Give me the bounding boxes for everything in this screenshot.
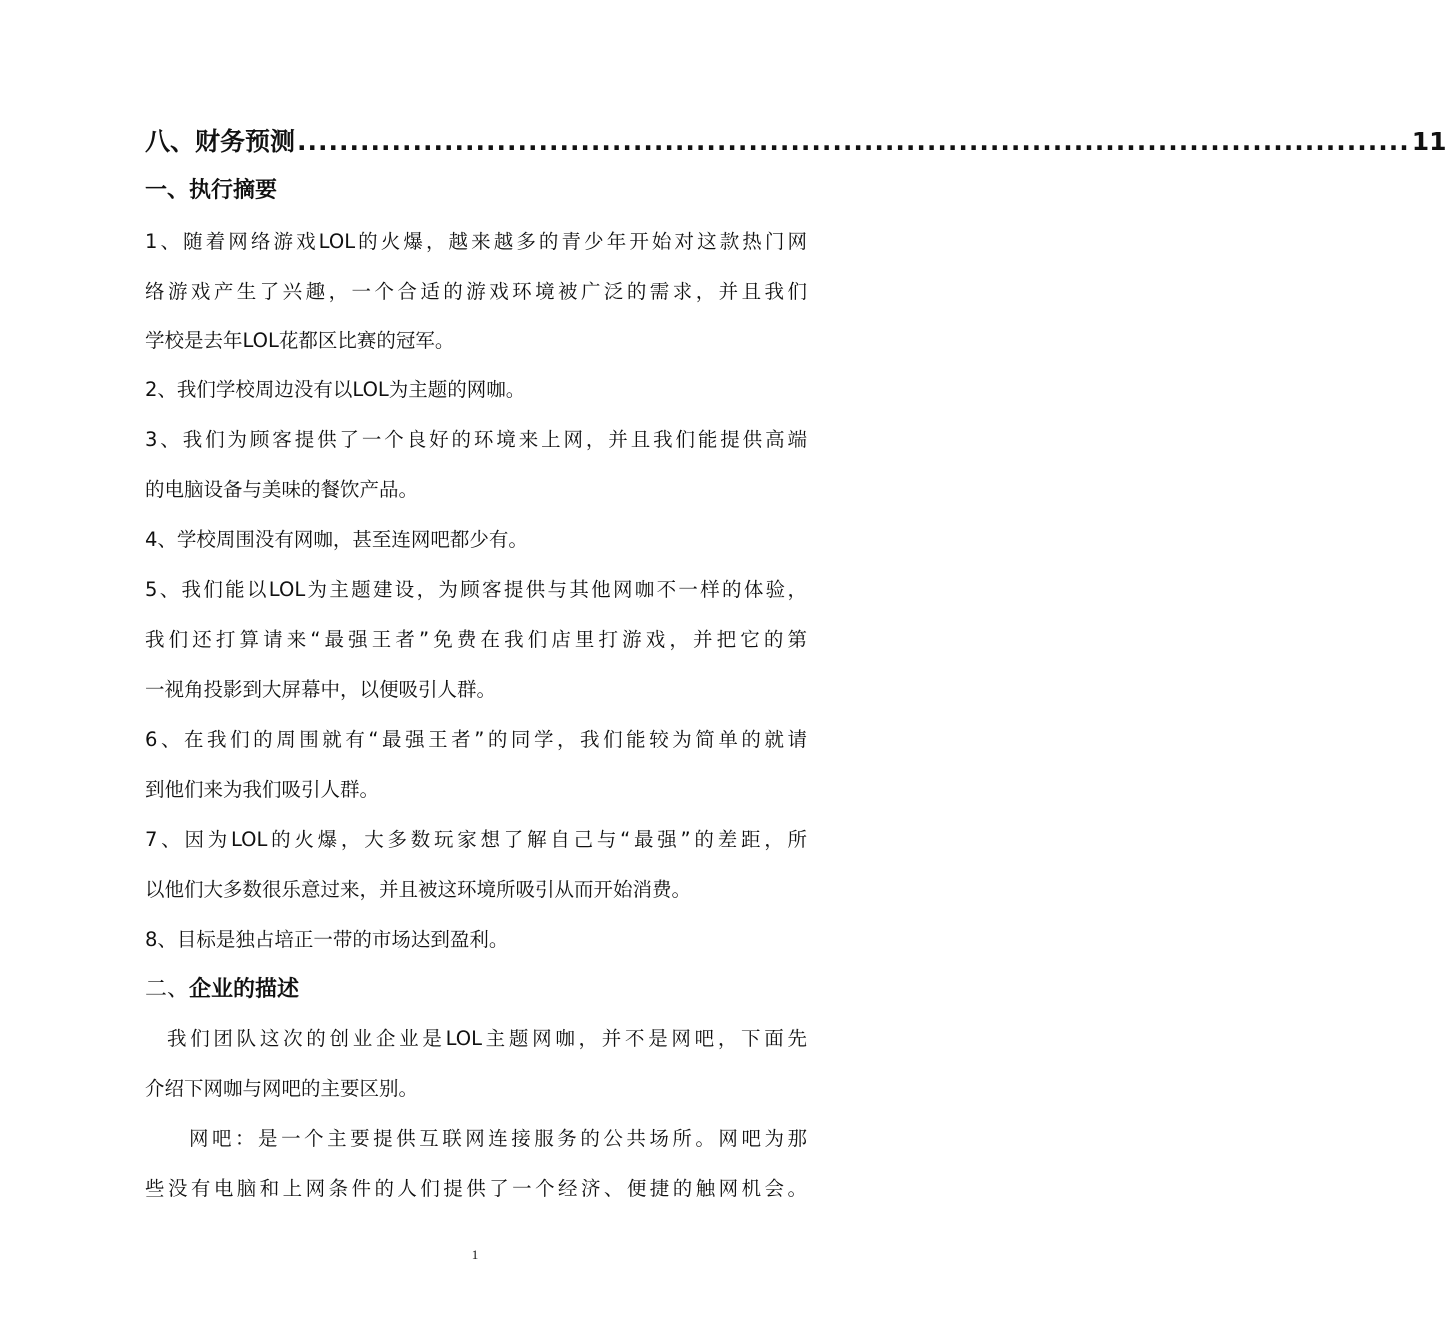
body-line: 的电脑设备与美味的餐饮产品。 (145, 478, 419, 501)
toc-entry[interactable] (145, 125, 1447, 159)
toc-page: 11 (1411, 127, 1447, 156)
body-line: 介绍下网咖与网吧的主要区别。 (145, 1077, 419, 1100)
body-line: 8、目标是独占培正一带的市场达到盈利。 (145, 928, 509, 951)
body-line: 5、我们能以LOL为主题建设，为顾客提供与其他网咖不一样的体验， (145, 578, 807, 601)
toc-leader-dots: .......................................................................................................... (297, 127, 1410, 156)
section-heading (145, 975, 807, 1005)
body-line: 2、我们学校周边没有以LOL为主题的网咖。 (145, 378, 526, 401)
body-line: 6、在我们的周围就有“最强王者”的同学，我们能较为简单的就请 (145, 728, 807, 751)
body-line: 4、学校周围没有网咖，甚至连网吧都少有。 (145, 528, 528, 551)
body-line: 到他们来为我们吸引人群。 (145, 778, 380, 801)
body-line: 一视角投影到大屏幕中，以便吸引人群。 (145, 678, 497, 701)
heading-prefix: 二、 (145, 977, 190, 1002)
toc-label: 八、财务预测 (145, 127, 296, 156)
body-line: 些没有电脑和上网条件的人们提供了一个经济、便捷的触网机会。 (145, 1177, 807, 1200)
page-number: 1 (471, 1247, 479, 1262)
body-line: 网吧：是一个主要提供互联网连接服务的公共场所。网吧为那 (189, 1127, 807, 1150)
body-line: 3、我们为顾客提供了一个良好的环境来上网，并且我们能提供高端 (145, 428, 807, 451)
body-line: 学校是去年LOL花都区比赛的冠军。 (145, 329, 455, 352)
heading-text: 企业的描述 (189, 977, 300, 1002)
body-line: 以他们大多数很乐意过来，并且被这环境所吸引从而开始消费。 (145, 878, 692, 901)
body-line: 7、因为LOL的火爆，大多数玩家想了解自己与“最强”的差距，所 (145, 828, 807, 851)
body-line: 1、随着网络游戏LOL的火爆，越来越多的青少年开始对这款热门网 (145, 230, 807, 253)
body-line: 络游戏产生了兴趣，一个合适的游戏环境被广泛的需求，并且我们 (145, 280, 807, 303)
section-heading: 一、执行摘要 (145, 178, 278, 203)
body-line: 我们还打算请来“最强王者”免费在我们店里打游戏，并把它的第 (145, 628, 807, 651)
body-line: 我们团队这次的创业企业是LOL主题网咖，并不是网吧，下面先 (167, 1027, 807, 1050)
